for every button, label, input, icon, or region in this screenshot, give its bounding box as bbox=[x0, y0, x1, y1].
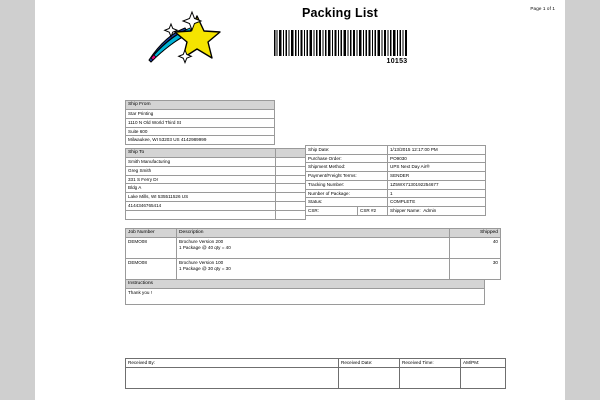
shooting-star-icon bbox=[145, 6, 225, 68]
ship-to-pad bbox=[276, 175, 306, 184]
item-job-number: DEMO08 bbox=[126, 238, 177, 259]
page-number: Page 1 of 1 bbox=[530, 6, 555, 11]
detail-value-shipper-name: Admin bbox=[423, 208, 437, 214]
received-date-field[interactable] bbox=[339, 367, 400, 388]
item-job-number: DEMO08 bbox=[126, 259, 177, 280]
received-time-field[interactable] bbox=[400, 367, 461, 388]
table-row bbox=[126, 367, 506, 388]
table-row bbox=[126, 280, 485, 289]
ship-to-line: Bldg A bbox=[126, 184, 276, 193]
table-row bbox=[126, 289, 485, 305]
detail-label-ship-date: Ship Date: bbox=[306, 146, 388, 155]
ship-from-heading: Ship From bbox=[126, 101, 275, 110]
detail-value-number-of-package: 1 bbox=[388, 189, 486, 198]
received-by-field[interactable] bbox=[126, 367, 339, 388]
column-header-description: Description bbox=[177, 229, 450, 238]
line-items-table bbox=[125, 228, 501, 280]
item-shipped-qty: 40 bbox=[450, 238, 501, 259]
ship-to-table bbox=[125, 148, 306, 220]
table-row bbox=[306, 207, 486, 216]
ship-to-heading-pad bbox=[276, 149, 306, 158]
column-header-job-number: Job Number bbox=[126, 229, 177, 238]
item-description-line1: Brochure Version 100 bbox=[179, 260, 224, 266]
table-row bbox=[306, 154, 486, 163]
table-row bbox=[306, 180, 486, 189]
detail-label-shipment-method: Shipment Method: bbox=[306, 163, 388, 172]
ship-to-pad bbox=[276, 158, 306, 167]
ship-to-pad bbox=[276, 210, 306, 219]
table-row bbox=[306, 198, 486, 207]
detail-label-tracking-number: Tracking Number: bbox=[306, 180, 388, 189]
detail-label-status: Status: bbox=[306, 198, 388, 207]
table-row bbox=[126, 175, 306, 184]
table-row bbox=[306, 146, 486, 155]
ampm-label: AM/PM: bbox=[461, 359, 506, 368]
barcode-image bbox=[273, 30, 408, 56]
table-row bbox=[126, 136, 275, 145]
table-row bbox=[306, 163, 486, 172]
detail-label-csr: CSR: bbox=[306, 207, 358, 216]
ship-to-pad bbox=[276, 201, 306, 210]
detail-label-purchase-order: Purchase Order: bbox=[306, 154, 388, 163]
column-header-shipped: Shipped bbox=[450, 229, 501, 238]
ampm-field[interactable] bbox=[461, 367, 506, 388]
item-description bbox=[177, 238, 450, 259]
detail-value-payment-terms: SENDER bbox=[388, 172, 486, 181]
shooting-star-logo bbox=[145, 6, 225, 68]
table-row bbox=[126, 166, 306, 175]
table-row bbox=[126, 110, 275, 119]
item-description-line1: Brochure Version 200 bbox=[179, 239, 224, 245]
detail-value-ship-date: 1/13/2015 12:17:00 PM bbox=[388, 146, 486, 155]
ship-to-line: 4144346765414 bbox=[126, 201, 276, 210]
table-row bbox=[306, 172, 486, 181]
ship-to-pad bbox=[276, 193, 306, 202]
ship-from-line: Milwaukee, WI 53203 US 4142989999 bbox=[126, 136, 275, 145]
table-row bbox=[126, 238, 501, 259]
table-row bbox=[126, 127, 275, 136]
table-row bbox=[126, 149, 306, 158]
table-row bbox=[126, 184, 306, 193]
shipping-details-table bbox=[305, 145, 486, 216]
ship-from-line: Star Printing bbox=[126, 110, 275, 119]
detail-value-tracking-number: 1Z5WX7130192254677 bbox=[388, 180, 486, 189]
detail-value-status: COMPLETE bbox=[388, 198, 486, 207]
item-description-line2: 1 Package @ 40 qty = 40 bbox=[179, 244, 231, 250]
detail-label-number-of-package: Number of Package: bbox=[306, 189, 388, 198]
table-header-row bbox=[126, 359, 506, 368]
item-description-line2: 1 Package @ 30 qty = 30 bbox=[179, 265, 231, 271]
detail-label-payment-terms: Payment/Freight Terms: bbox=[306, 172, 388, 181]
detail-label-shipper-name: Shipper Name: bbox=[390, 208, 421, 214]
detail-shipper-cell bbox=[388, 207, 486, 216]
ship-from-line: Suite 600 bbox=[126, 127, 275, 136]
ship-from-table bbox=[125, 100, 275, 145]
table-row bbox=[306, 189, 486, 198]
table-row bbox=[126, 101, 275, 110]
table-row bbox=[126, 193, 306, 202]
ship-to-line: 331 S Ferry Dr bbox=[126, 175, 276, 184]
ship-from-line: 1110 N Old World Third St bbox=[126, 118, 275, 127]
ship-to-pad bbox=[276, 166, 306, 175]
receipt-table bbox=[125, 358, 506, 389]
detail-value-purchase-order: PO9030 bbox=[388, 154, 486, 163]
item-description bbox=[177, 259, 450, 280]
table-header-row bbox=[126, 229, 501, 238]
barcode-block bbox=[250, 30, 430, 65]
received-time-label: Received Time: bbox=[400, 359, 461, 368]
instructions-heading: Instructions bbox=[126, 280, 485, 289]
table-row bbox=[126, 210, 306, 219]
table-row bbox=[126, 201, 306, 210]
document-header bbox=[35, 0, 565, 80]
table-row bbox=[126, 118, 275, 127]
instructions-text: Thank you ! bbox=[126, 289, 485, 305]
ship-to-pad bbox=[276, 184, 306, 193]
received-date-label: Received Date: bbox=[339, 359, 400, 368]
title-block bbox=[250, 6, 430, 65]
ship-to-line: Greg Smith bbox=[126, 166, 276, 175]
page-title: Packing List bbox=[301, 6, 379, 20]
item-shipped-qty: 30 bbox=[450, 259, 501, 280]
received-by-label: Received By: bbox=[126, 359, 339, 368]
document-page bbox=[35, 0, 565, 400]
barcode-number: 10153 bbox=[386, 58, 408, 65]
instructions-table bbox=[125, 279, 485, 305]
ship-to-line bbox=[126, 210, 276, 219]
detail-value-csr: CSR #2 bbox=[358, 207, 388, 216]
ship-to-line: Smith Manufacturing bbox=[126, 158, 276, 167]
ship-to-heading: Ship To bbox=[126, 149, 276, 158]
table-row bbox=[126, 259, 501, 280]
ship-to-line: Lake Mills, WI 535511526 US bbox=[126, 193, 276, 202]
table-row bbox=[126, 158, 306, 167]
detail-value-shipment-method: UPS Next Day Air® bbox=[388, 163, 486, 172]
